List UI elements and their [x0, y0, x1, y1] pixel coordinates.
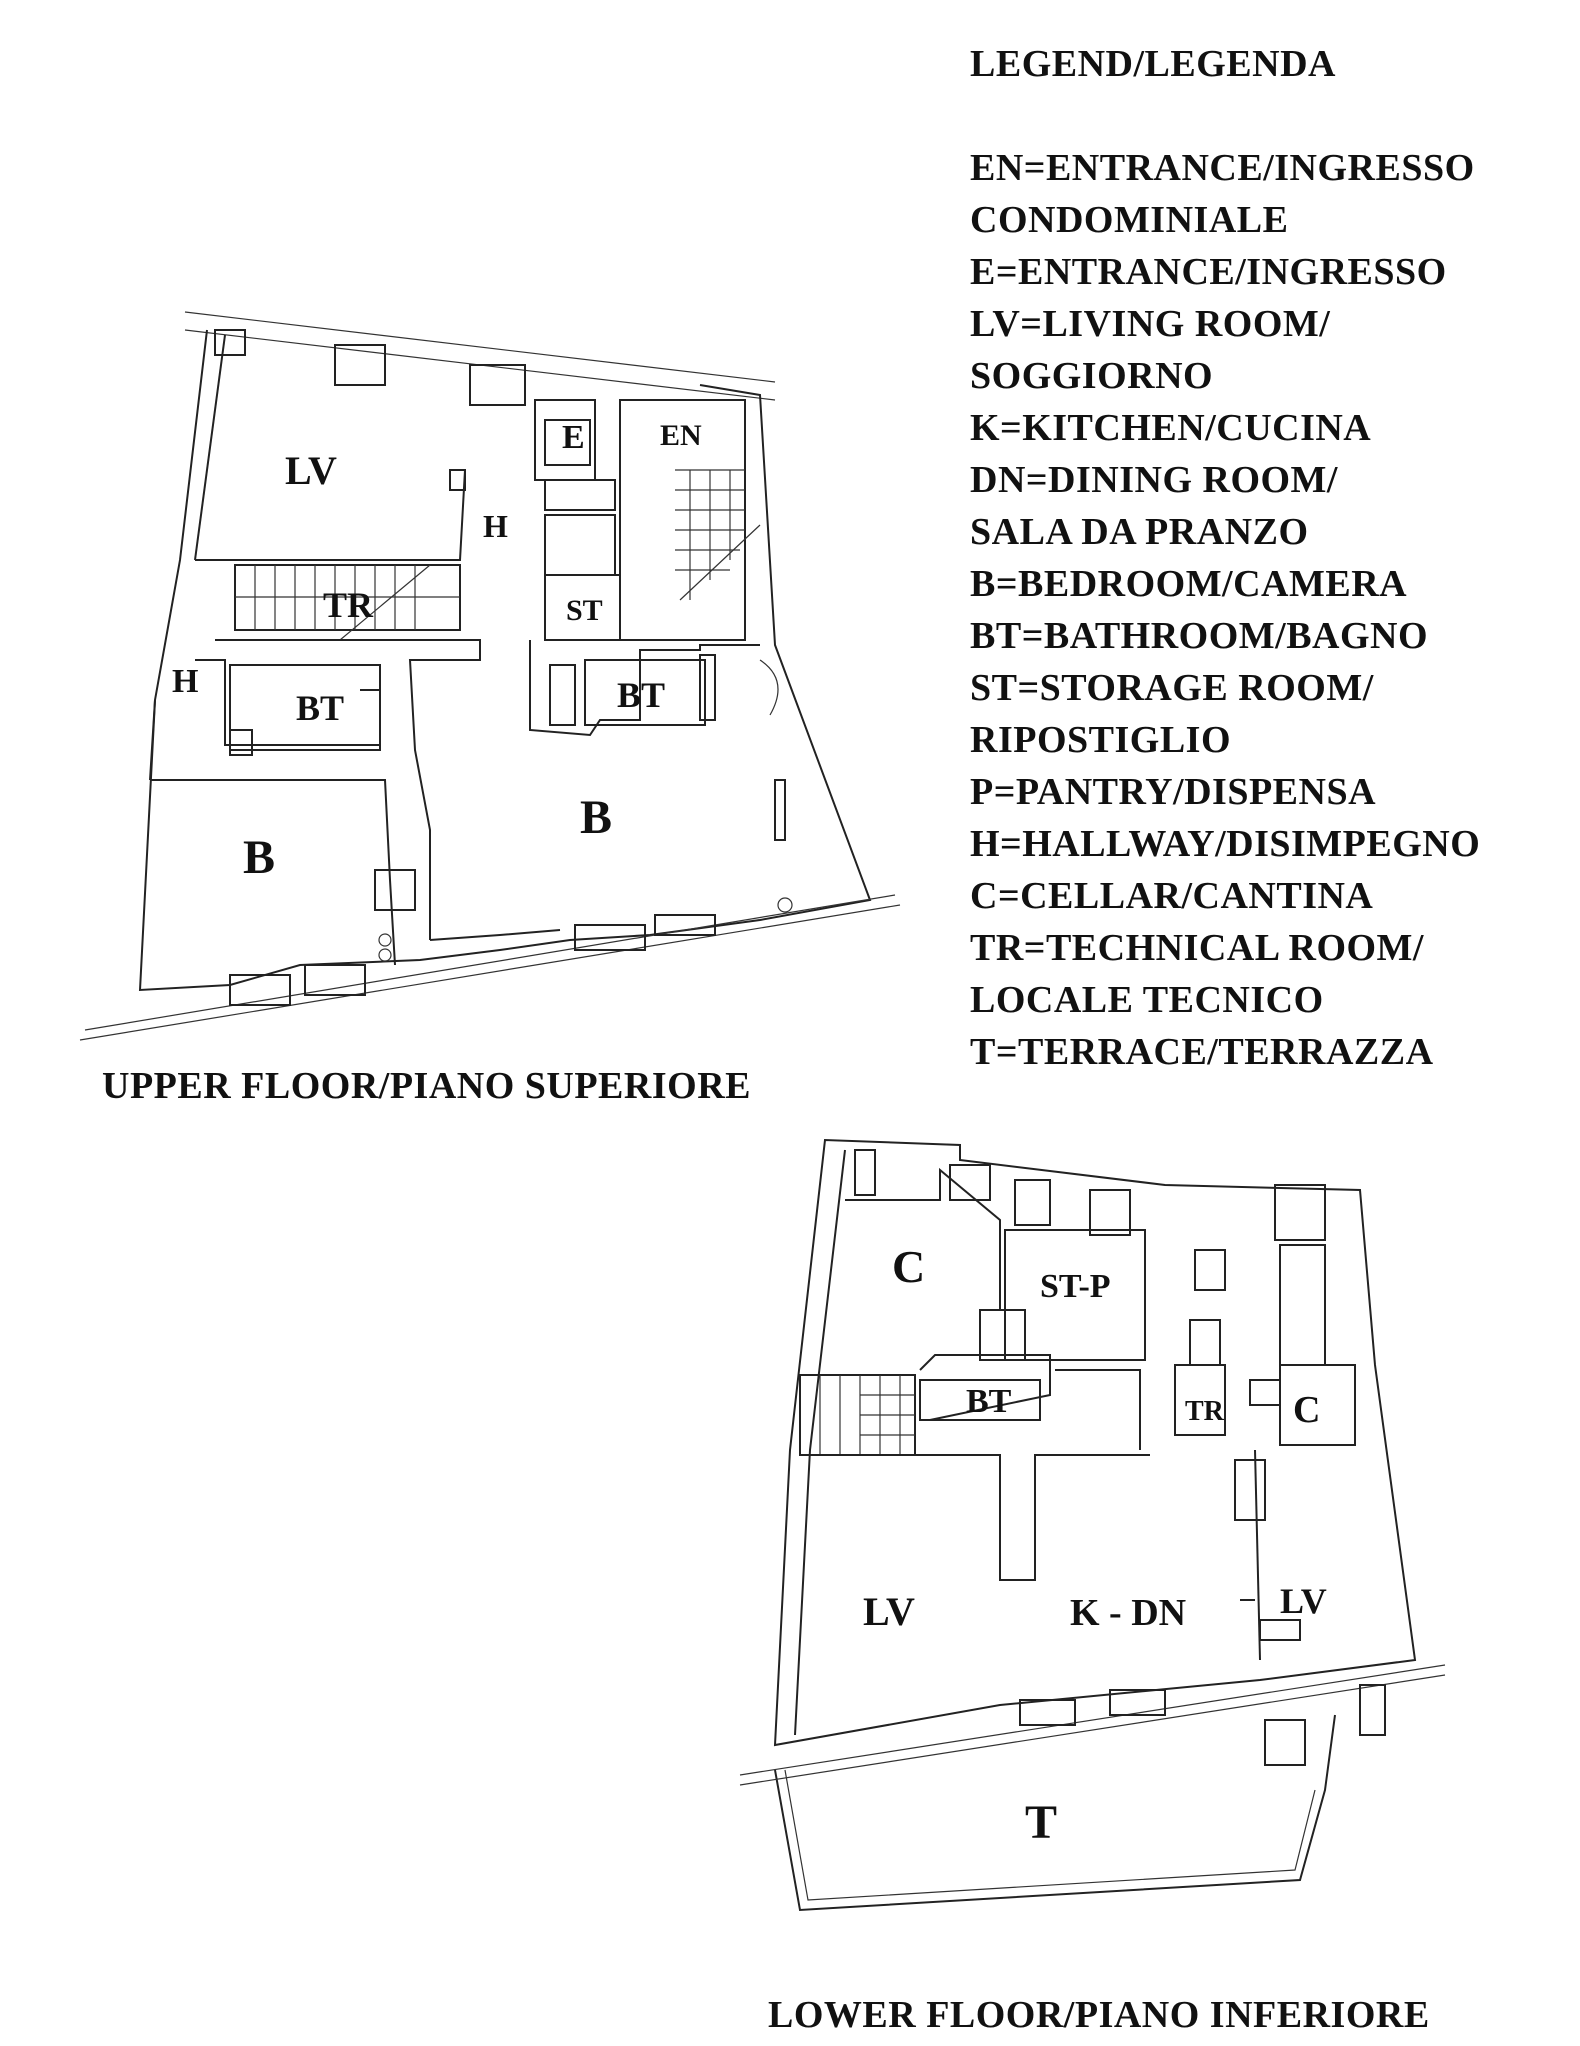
- legend-line: DN=DINING ROOM/: [970, 459, 1338, 501]
- lower-room-label-lv-left: LV: [863, 1589, 915, 1634]
- lower-room-label-st-p: ST-P: [1040, 1268, 1111, 1305]
- upper-room-label-tr: TR: [323, 585, 374, 625]
- legend-line: P=PANTRY/DISPENSA: [970, 771, 1377, 813]
- upper-room-label-b-right: B: [580, 791, 613, 844]
- legend-list: [970, 142, 1570, 1078]
- legend-line: BT=BATHROOM/BAGNO: [970, 615, 1429, 657]
- lower-room-label-k-dn: K - DN: [1070, 1592, 1187, 1634]
- legend-line: E=ENTRANCE/INGRESSO: [970, 251, 1447, 293]
- legend-line: EN=ENTRANCE/INGRESSO: [970, 147, 1475, 189]
- upper-room-label-bt-left: BT: [296, 688, 345, 728]
- upper-room-label-h-top: H: [483, 508, 508, 544]
- legend-line: ST=STORAGE ROOM/: [970, 667, 1374, 709]
- legend: [970, 38, 1570, 1078]
- lower-floor-caption: LOWER FLOOR/PIANO INFERIORE: [768, 1994, 1430, 2036]
- upper-room-label-lv: LV: [285, 448, 337, 493]
- lower-room-label-c-left: C: [892, 1241, 926, 1292]
- legend-line: H=HALLWAY/DISIMPEGNO: [970, 823, 1481, 865]
- lower-room-label-c-right: C: [1293, 1389, 1321, 1431]
- legend-line: LV=LIVING ROOM/: [970, 303, 1331, 345]
- legend-line: B=BEDROOM/CAMERA: [970, 563, 1408, 605]
- upper-room-label-en: EN: [660, 419, 702, 452]
- upper-floor-plan: [80, 312, 900, 1040]
- legend-line: CONDOMINIALE: [970, 199, 1289, 241]
- legend-line: TR=TECHNICAL ROOM/: [970, 927, 1424, 969]
- legend-line: SOGGIORNO: [970, 355, 1214, 397]
- lower-room-label-tr: TR: [1185, 1396, 1224, 1427]
- legend-title: LEGEND/LEGENDA: [970, 43, 1336, 85]
- upper-room-label-st: ST: [566, 594, 603, 627]
- legend-line: SALA DA PRANZO: [970, 511, 1309, 553]
- upper-floor-caption: UPPER FLOOR/PIANO SUPERIORE: [102, 1065, 751, 1107]
- upper-room-label-bt-right: BT: [617, 675, 666, 715]
- upper-room-label-h-left: H: [172, 663, 199, 700]
- lower-room-label-t: T: [1025, 1796, 1058, 1849]
- legend-line: LOCALE TECNICO: [970, 979, 1324, 1021]
- legend-line: C=CELLAR/CANTINA: [970, 875, 1374, 917]
- upper-room-label-b-left: B: [243, 831, 276, 884]
- upper-room-label-e: E: [562, 419, 585, 456]
- lower-room-label-bt: BT: [966, 1383, 1012, 1420]
- legend-line: RIPOSTIGLIO: [970, 719, 1232, 761]
- lower-room-label-lv-right: LV: [1280, 1581, 1327, 1621]
- lower-floor-plan: [740, 1140, 1445, 1910]
- legend-line: T=TERRACE/TERRAZZA: [970, 1031, 1434, 1073]
- legend-line: K=KITCHEN/CUCINA: [970, 407, 1372, 449]
